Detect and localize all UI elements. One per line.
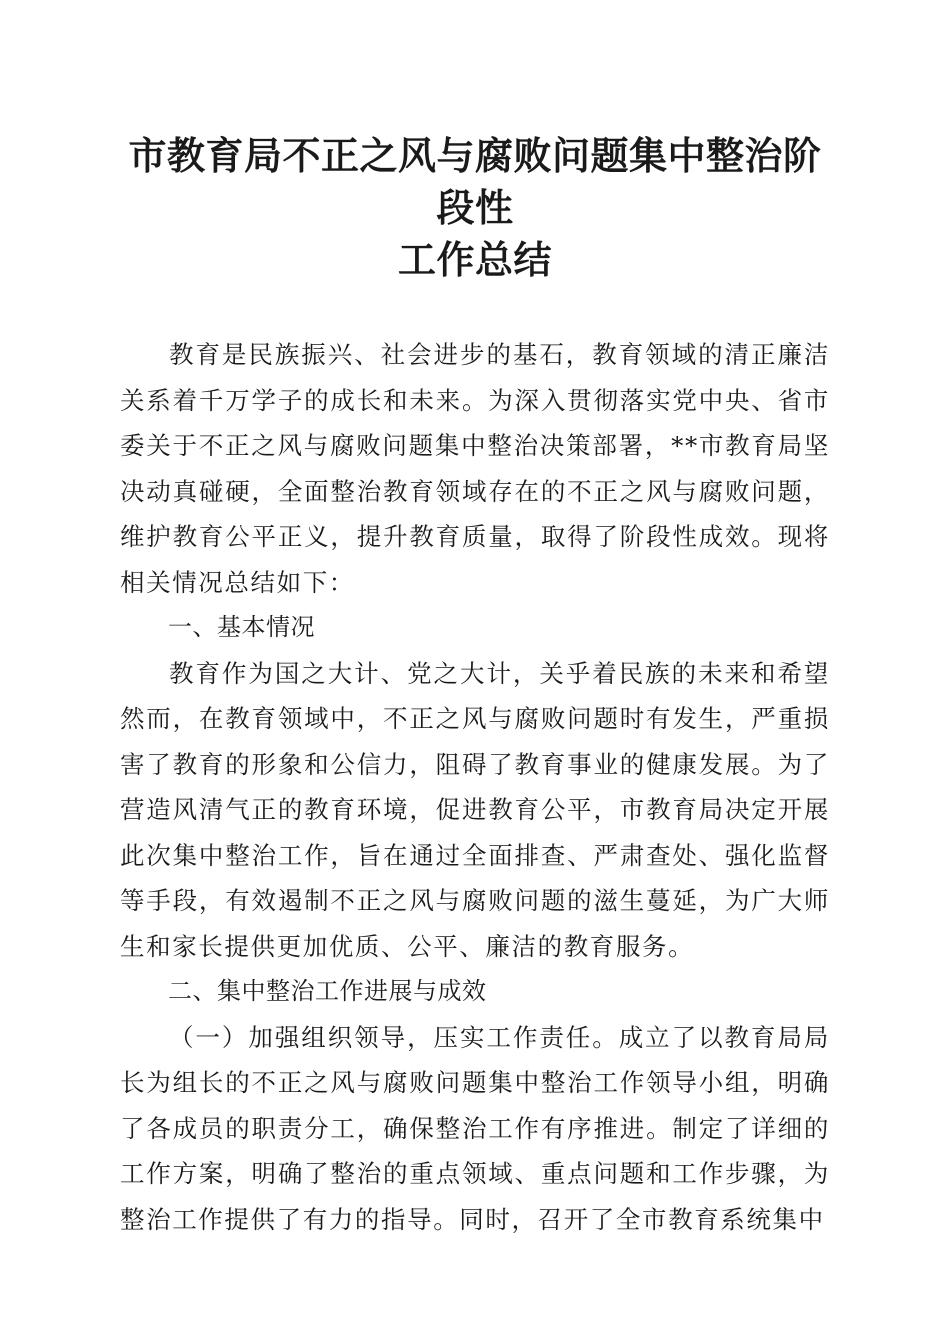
- title-line-2: 工作总结: [397, 237, 552, 282]
- subsection-1-paragraph: [120, 1015, 830, 1243]
- document-title: [120, 130, 830, 286]
- title-line-1: 市教育局不正之风与腐败问题集中整治阶段性: [128, 133, 822, 230]
- intro-paragraph: 教育是民族振兴、社会进步的基石，教育领域的清正廉洁关系着千万学子的成长和未来。为深入贯彻落实党中央、省市委关于不正之风与腐败问题集中整治决策部署，**市教育局坚决动真碰硬，全面整治教育领域存在的不正之风与腐败问题，维护教育公平正义，提升教育质量，取得了阶段性成效。现将相关情况总结如下：: [120, 340, 831, 597]
- subsection-1-body: 成立了以教育局局长为组长的不正之风与腐败问题集中整治工作领导小组，明确了各成员的职责分工，确保整治工作有序推进。制定了详细的工作方案，明确了整治的重点领域、重点问题和工作步骤，为整治工作提供了有力的指导。同时，召开了全市教育系统集中: [120, 1022, 830, 1234]
- document-page: [120, 130, 830, 1242]
- section-2-heading: 二、集中整治工作进展与成效: [168, 977, 487, 1005]
- section-1-paragraph: 教育作为国之大计、党之大计，关乎着民族的未来和希望然而，在教育领域中，不正之风与腐败问题时有发生，严重损害了教育的形象和公信力，阻碍了教育事业的健康发展。为了营造风清气正的教育环境，促进教育公平，市教育局决定开展此次集中整治工作，旨在通过全面排查、严肃查处、强化监督等手段，有效遏制不正之风与腐败问题的滋生蔓延，为广大师生和家长提供更加优质、公平、廉洁的教育服务。: [120, 658, 830, 961]
- section-1-heading: 一、基本情况: [168, 613, 315, 641]
- subsection-1-lead: （一）加强组织领导，压实工作责任。: [169, 1022, 619, 1052]
